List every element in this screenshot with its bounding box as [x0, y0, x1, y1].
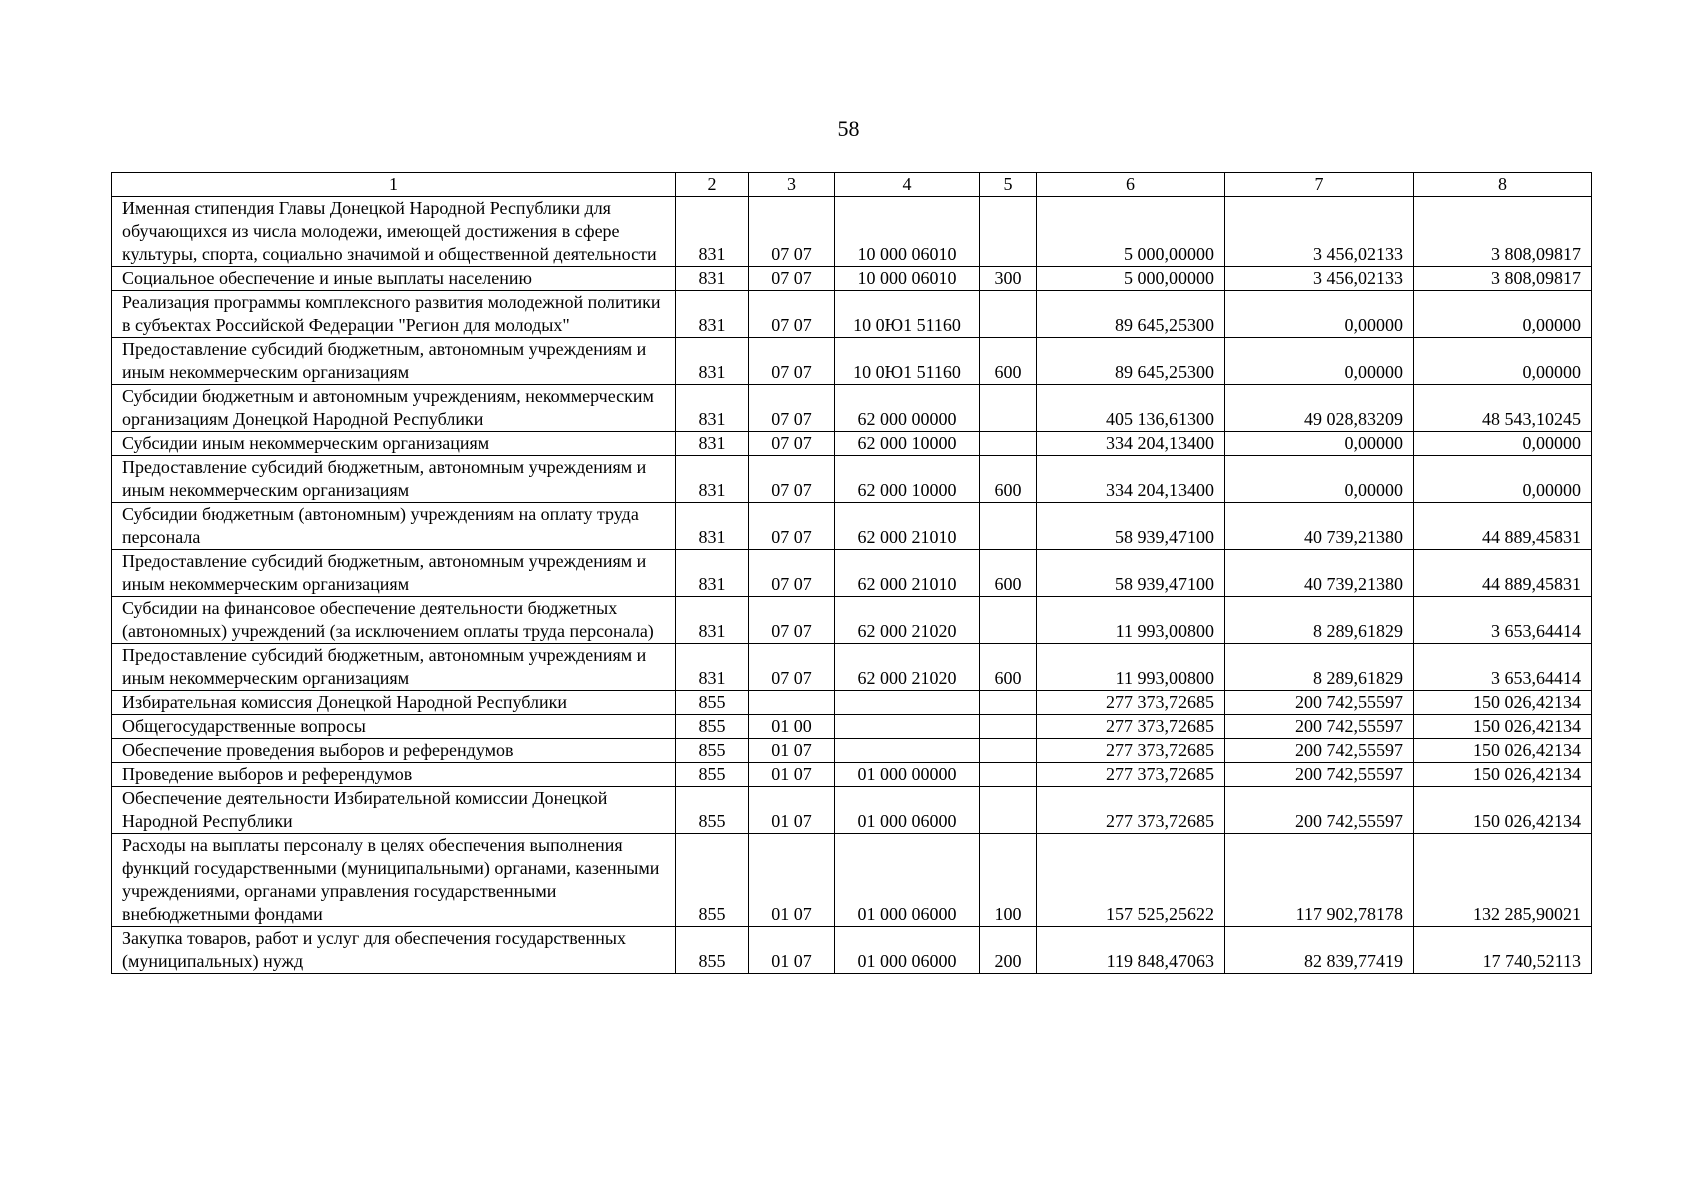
row-name-cell: Расходы на выплаты персоналу в целях обеспечения выполнения функций государственными (муниципальными) органами, казенными учреждениями, органами управления государственными внебюджетными фондами [112, 834, 676, 927]
row-amount-col8: 0,00000 [1414, 432, 1592, 456]
row-code-col4: 62 000 00000 [835, 385, 980, 432]
row-amount-col7: 200 742,55597 [1225, 787, 1414, 834]
row-name-cell: Обеспечение проведения выборов и референдумов [112, 739, 676, 763]
row-name-cell: Предоставление субсидий бюджетным, автономным учреждениям и иным некоммерческим организациям [112, 338, 676, 385]
row-code-col2: 831 [676, 197, 749, 267]
row-amount-col6: 277 373,72685 [1037, 739, 1225, 763]
row-amount-col6: 334 204,13400 [1037, 456, 1225, 503]
row-code-col2: 855 [676, 787, 749, 834]
row-code-col3: 07 07 [749, 385, 835, 432]
row-code-col3: 01 00 [749, 715, 835, 739]
table-row [112, 739, 1592, 763]
row-name-cell: Реализация программы комплексного развития молодежной политики в субъектах Российской Федерации "Регион для молодых" [112, 291, 676, 338]
row-name-cell: Закупка товаров, работ и услуг для обеспечения государственных (муниципальных) нужд [112, 927, 676, 974]
row-code-col4: 62 000 21020 [835, 644, 980, 691]
row-amount-col7: 3 456,02133 [1225, 197, 1414, 267]
row-name-cell: Предоставление субсидий бюджетным, автономным учреждениям и иным некоммерческим организациям [112, 550, 676, 597]
row-code-col2: 831 [676, 456, 749, 503]
table-row [112, 715, 1592, 739]
row-code-col4: 62 000 10000 [835, 456, 980, 503]
row-amount-col8: 150 026,42134 [1414, 691, 1592, 715]
row-code-col4: 10 000 06010 [835, 197, 980, 267]
row-amount-col8: 48 543,10245 [1414, 385, 1592, 432]
budget-table [111, 172, 1592, 974]
table-row [112, 503, 1592, 550]
row-amount-col7: 0,00000 [1225, 338, 1414, 385]
row-code-col4: 01 000 06000 [835, 834, 980, 927]
row-code-col3: 01 07 [749, 834, 835, 927]
table-row [112, 597, 1592, 644]
row-code-col5 [980, 763, 1037, 787]
row-code-col4 [835, 715, 980, 739]
row-amount-col8: 3 808,09817 [1414, 267, 1592, 291]
header-cell-6: 6 [1037, 173, 1225, 197]
row-code-col4: 01 000 00000 [835, 763, 980, 787]
row-code-col4: 01 000 06000 [835, 787, 980, 834]
table-row [112, 834, 1592, 927]
row-amount-col8: 0,00000 [1414, 456, 1592, 503]
row-code-col2: 855 [676, 691, 749, 715]
row-amount-col8: 17 740,52113 [1414, 927, 1592, 974]
row-code-col3: 07 07 [749, 456, 835, 503]
row-code-col2: 855 [676, 763, 749, 787]
table-row [112, 291, 1592, 338]
row-code-col2: 831 [676, 550, 749, 597]
row-amount-col8: 0,00000 [1414, 338, 1592, 385]
header-row [112, 173, 1592, 197]
row-code-col2: 831 [676, 385, 749, 432]
row-name-cell: Общегосударственные вопросы [112, 715, 676, 739]
row-amount-col7: 200 742,55597 [1225, 763, 1414, 787]
row-code-col4: 10 0Ю1 51160 [835, 291, 980, 338]
row-code-col3 [749, 691, 835, 715]
row-name-cell: Субсидии на финансовое обеспечение деятельности бюджетных (автономных) учреждений (за исключением оплаты труда персонала) [112, 597, 676, 644]
table-row [112, 927, 1592, 974]
header-cell-7: 7 [1225, 173, 1414, 197]
row-code-col5 [980, 597, 1037, 644]
row-amount-col6: 277 373,72685 [1037, 691, 1225, 715]
row-code-col5: 600 [980, 338, 1037, 385]
row-code-col5 [980, 385, 1037, 432]
row-code-col4: 62 000 10000 [835, 432, 980, 456]
row-name-cell: Субсидии иным некоммерческим организациям [112, 432, 676, 456]
row-amount-col8: 3 653,64414 [1414, 597, 1592, 644]
row-amount-col6: 89 645,25300 [1037, 291, 1225, 338]
row-code-col3: 01 07 [749, 739, 835, 763]
row-amount-col7: 8 289,61829 [1225, 597, 1414, 644]
row-code-col3: 07 07 [749, 197, 835, 267]
row-amount-col6: 89 645,25300 [1037, 338, 1225, 385]
row-amount-col6: 5 000,00000 [1037, 267, 1225, 291]
row-amount-col7: 0,00000 [1225, 291, 1414, 338]
row-amount-col6: 157 525,25622 [1037, 834, 1225, 927]
row-code-col5 [980, 197, 1037, 267]
table-row [112, 267, 1592, 291]
row-code-col4: 10 0Ю1 51160 [835, 338, 980, 385]
row-name-cell: Субсидии бюджетным (автономным) учреждениям на оплату труда персонала [112, 503, 676, 550]
header-cell-1: 1 [112, 173, 676, 197]
row-amount-col6: 334 204,13400 [1037, 432, 1225, 456]
table-row [112, 550, 1592, 597]
row-code-col5: 600 [980, 456, 1037, 503]
row-code-col4: 01 000 06000 [835, 927, 980, 974]
row-code-col2: 831 [676, 338, 749, 385]
row-amount-col6: 119 848,47063 [1037, 927, 1225, 974]
page-number: 58 [837, 116, 860, 141]
row-amount-col7: 3 456,02133 [1225, 267, 1414, 291]
row-code-col5 [980, 691, 1037, 715]
row-amount-col7: 49 028,83209 [1225, 385, 1414, 432]
table-row [112, 787, 1592, 834]
row-amount-col6: 5 000,00000 [1037, 197, 1225, 267]
row-amount-col7: 0,00000 [1225, 432, 1414, 456]
table-row [112, 644, 1592, 691]
header-cell-4: 4 [835, 173, 980, 197]
row-amount-col7: 200 742,55597 [1225, 715, 1414, 739]
table-row [112, 691, 1592, 715]
row-name-cell: Субсидии бюджетным и автономным учреждениям, некоммерческим организациям Донецкой Народной Республики [112, 385, 676, 432]
row-amount-col8: 132 285,90021 [1414, 834, 1592, 927]
row-amount-col7: 0,00000 [1225, 456, 1414, 503]
header-cell-3: 3 [749, 173, 835, 197]
row-code-col3: 07 07 [749, 644, 835, 691]
row-code-col5: 100 [980, 834, 1037, 927]
row-code-col2: 855 [676, 927, 749, 974]
row-amount-col8: 0,00000 [1414, 291, 1592, 338]
row-amount-col6: 405 136,61300 [1037, 385, 1225, 432]
row-amount-col6: 58 939,47100 [1037, 503, 1225, 550]
table-row [112, 456, 1592, 503]
row-amount-col8: 44 889,45831 [1414, 550, 1592, 597]
row-code-col5: 200 [980, 927, 1037, 974]
row-code-col4: 62 000 21020 [835, 597, 980, 644]
row-amount-col6: 277 373,72685 [1037, 715, 1225, 739]
row-code-col2: 855 [676, 834, 749, 927]
row-code-col3: 01 07 [749, 763, 835, 787]
row-amount-col7: 117 902,78178 [1225, 834, 1414, 927]
table-row [112, 197, 1592, 267]
row-code-col5 [980, 503, 1037, 550]
row-code-col4: 62 000 21010 [835, 503, 980, 550]
header-cell-2: 2 [676, 173, 749, 197]
row-code-col5: 600 [980, 550, 1037, 597]
row-code-col3: 07 07 [749, 291, 835, 338]
row-name-cell: Проведение выборов и референдумов [112, 763, 676, 787]
row-name-cell: Именная стипендия Главы Донецкой Народной Республики для обучающихся из числа молодежи, имеющей достижения в сфере культуры, спорта, социально значимой и общественной деятельности [112, 197, 676, 267]
row-amount-col8: 150 026,42134 [1414, 715, 1592, 739]
row-code-col3: 01 07 [749, 927, 835, 974]
row-amount-col7: 40 739,21380 [1225, 550, 1414, 597]
row-name-cell: Избирательная комиссия Донецкой Народной Республики [112, 691, 676, 715]
row-code-col2: 831 [676, 291, 749, 338]
row-code-col5: 300 [980, 267, 1037, 291]
row-amount-col8: 150 026,42134 [1414, 739, 1592, 763]
row-amount-col6: 277 373,72685 [1037, 787, 1225, 834]
row-code-col3: 07 07 [749, 550, 835, 597]
row-code-col2: 831 [676, 267, 749, 291]
row-amount-col7: 200 742,55597 [1225, 739, 1414, 763]
row-code-col2: 831 [676, 503, 749, 550]
row-amount-col6: 11 993,00800 [1037, 644, 1225, 691]
row-amount-col8: 3 653,64414 [1414, 644, 1592, 691]
row-code-col2: 831 [676, 597, 749, 644]
row-code-col4: 62 000 21010 [835, 550, 980, 597]
row-code-col2: 831 [676, 644, 749, 691]
row-amount-col7: 8 289,61829 [1225, 644, 1414, 691]
row-name-cell: Обеспечение деятельности Избирательной комиссии Донецкой Народной Республики [112, 787, 676, 834]
row-code-col5 [980, 432, 1037, 456]
header-cell-5: 5 [980, 173, 1037, 197]
row-code-col5 [980, 291, 1037, 338]
row-code-col4: 10 000 06010 [835, 267, 980, 291]
row-amount-col8: 3 808,09817 [1414, 197, 1592, 267]
row-code-col4 [835, 739, 980, 763]
row-code-col5: 600 [980, 644, 1037, 691]
row-code-col5 [980, 715, 1037, 739]
row-name-cell: Социальное обеспечение и иные выплаты населению [112, 267, 676, 291]
row-amount-col6: 11 993,00800 [1037, 597, 1225, 644]
row-code-col3: 07 07 [749, 338, 835, 385]
row-code-col2: 831 [676, 432, 749, 456]
row-code-col3: 07 07 [749, 432, 835, 456]
row-code-col3: 07 07 [749, 267, 835, 291]
row-amount-col8: 150 026,42134 [1414, 787, 1592, 834]
row-code-col2: 855 [676, 715, 749, 739]
table-body [112, 173, 1592, 974]
row-code-col4 [835, 691, 980, 715]
row-code-col2: 855 [676, 739, 749, 763]
row-amount-col7: 82 839,77419 [1225, 927, 1414, 974]
table-row [112, 338, 1592, 385]
header-cell-8: 8 [1414, 173, 1592, 197]
row-amount-col7: 40 739,21380 [1225, 503, 1414, 550]
table-row [112, 385, 1592, 432]
row-code-col3: 07 07 [749, 503, 835, 550]
row-code-col5 [980, 739, 1037, 763]
row-amount-col7: 200 742,55597 [1225, 691, 1414, 715]
row-code-col3: 01 07 [749, 787, 835, 834]
table-row [112, 432, 1592, 456]
row-amount-col6: 58 939,47100 [1037, 550, 1225, 597]
row-amount-col6: 277 373,72685 [1037, 763, 1225, 787]
row-amount-col8: 150 026,42134 [1414, 763, 1592, 787]
row-name-cell: Предоставление субсидий бюджетным, автономным учреждениям и иным некоммерческим организациям [112, 456, 676, 503]
row-amount-col8: 44 889,45831 [1414, 503, 1592, 550]
table-row [112, 763, 1592, 787]
row-name-cell: Предоставление субсидий бюджетным, автономным учреждениям и иным некоммерческим организациям [112, 644, 676, 691]
row-code-col5 [980, 787, 1037, 834]
row-code-col3: 07 07 [749, 597, 835, 644]
